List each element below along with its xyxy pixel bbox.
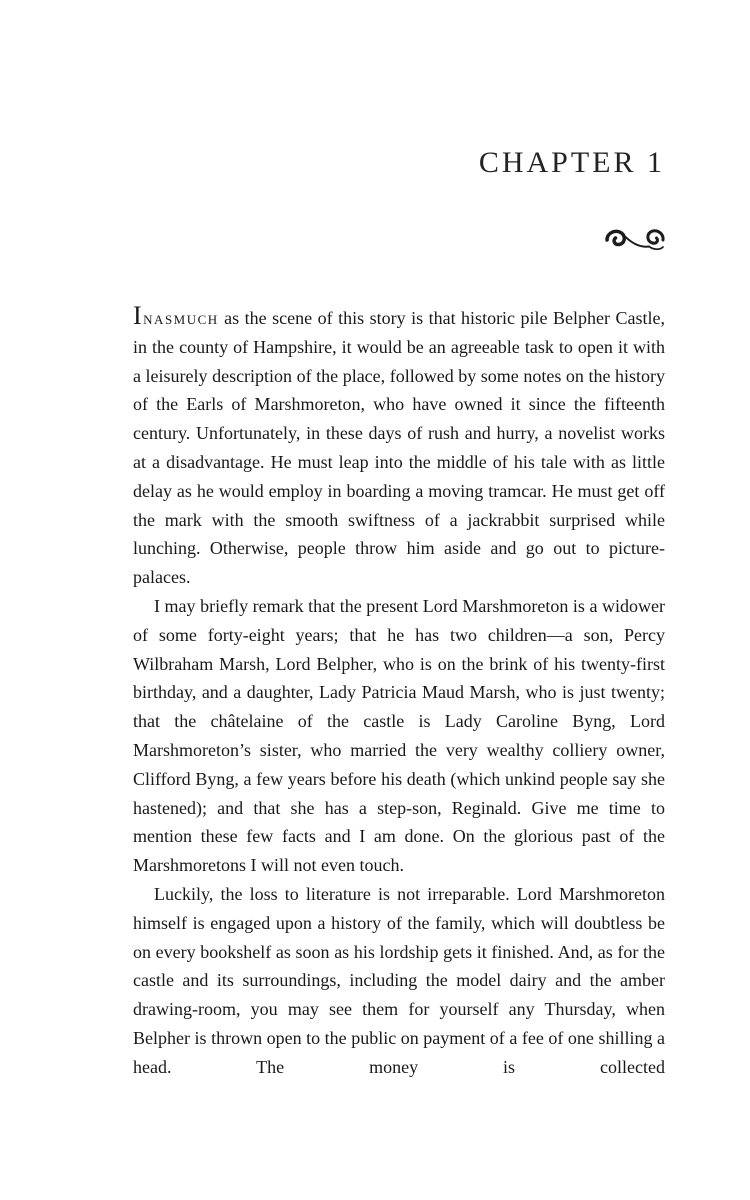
paragraph-3 bbox=[133, 880, 665, 1082]
ornament-row bbox=[133, 228, 665, 260]
paragraph-1-text: as the scene of this story is that historic pile Belpher Castle, in the county of Hampshire, it would be an agreeable task to open it with a leisurely description of the place, followed by some notes on the history of the Earls of Marshmoreton, who have owned it since the fifteenth century. Unfortunately, in these days of rush and hurry, a novelist works at a disadvantage. He must leap into the middle of his tale with as little delay as he would employ in boarding a moving tramcar. He must get off the mark with the smooth swiftness of a jackrabbit surprised while lunching. Otherwise, people throw him aside and go out to picture-palaces. bbox=[133, 308, 665, 588]
chapter-heading: CHAPTER 1 bbox=[478, 146, 665, 179]
lead-smallcaps: nasmuch bbox=[143, 308, 219, 328]
fleuron-flourish-icon bbox=[605, 228, 665, 259]
paragraph-2-text: I may briefly remark that the present Lord Marshmoreton is a widower of some forty-eight years; that he has two children—a son, Percy Wilbraham Marsh, Lord Belpher, who is on the brink of his twenty-first birthday, and a daughter, Lady Patricia Maud Marsh, who is just twenty; that the châtelaine of the castle is Lady Caroline Byng, Lord Marshmoreton’s sister, who married the very wealthy colliery owner, Clifford Byng, a few years before his death (which unkind people say she hastened); and that she has a step-son, Reginald. Give me time to mention these few facts and I am done. On the glorious past of the Marshmoretons I will not even touch. bbox=[133, 595, 665, 876]
chapter-body bbox=[133, 302, 665, 1082]
paragraph-1 bbox=[133, 302, 665, 592]
paragraph-2 bbox=[133, 592, 665, 880]
paragraph-3-text: Luckily, the loss to literature is not irreparable. Lord Marshmoreton himself is engaged upon a history of the family, which will doubtless be on every bookshelf as soon as his lordship gets it finished. And, as for the castle and its surroundings, including the model dairy and the amber drawing-room, you may see them for yourself any Thursday, when Belpher is thrown open to the public on payment of a fee of one shilling a head. The money is collected bbox=[133, 883, 665, 1077]
lead-capital: I bbox=[133, 301, 144, 330]
